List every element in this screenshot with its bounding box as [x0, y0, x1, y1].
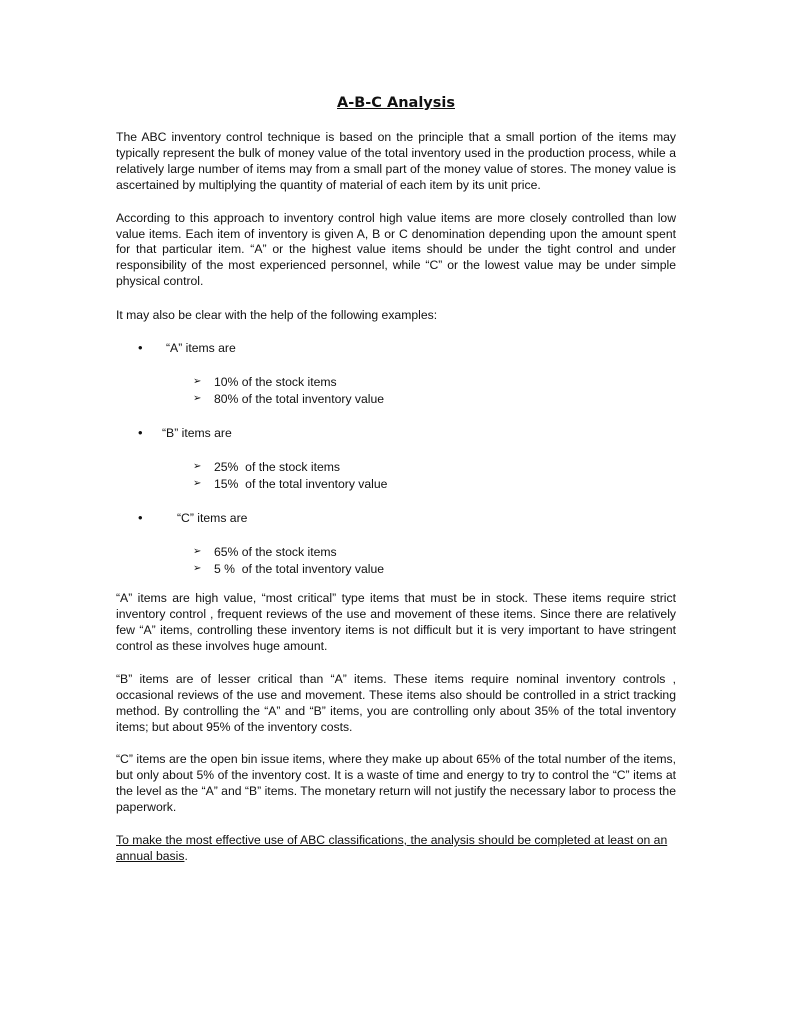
document-title: A-B-C Analysis: [337, 95, 455, 111]
bullet-icon: •: [138, 340, 143, 356]
bullet-icon: •: [138, 425, 143, 441]
arrow-bullet-icon: ➢: [193, 376, 202, 388]
category-c-item-2: 5 % of the total inventory value: [214, 561, 385, 576]
category-b-label: “B” items are: [162, 426, 232, 441]
category-a: [116, 340, 676, 356]
arrow-bullet-icon: ➢: [193, 546, 202, 558]
category-c-label: “C” items are: [177, 511, 248, 526]
document-page: [116, 93, 676, 865]
conclusion-period: .: [184, 848, 188, 863]
arrow-bullet-icon: ➢: [193, 562, 202, 574]
category-a-item-2: 80% of the total inventory value: [214, 391, 385, 406]
category-c-item-1: 65% of the stock items: [214, 545, 337, 560]
bullet-icon: •: [138, 510, 143, 526]
b-items-paragraph: “B” items are of lesser critical than “A” items. These items require nominal inventory controls , occasional reviews of the use and movement. These items also should be controlled in a strict tracking method. By controlling the “A” and “B” items, you are controlling only about 35% of the total inventory items; but about 95% of the inventory costs.: [116, 671, 676, 734]
arrow-bullet-icon: ➢: [193, 392, 202, 404]
category-a-item-1: 10% of the stock items: [214, 375, 337, 390]
approach-paragraph: According to this approach to inventory control high value items are more closely controlled than low value items. Each item of inventory is given A, B or C denomination depending upon the amount spent for that particular item. “A” or the highest value items should be under the tight control and under responsibility of the most experienced personnel, while “C” or the lowest value may be under simple physical control.: [116, 210, 676, 289]
a-items-paragraph: “A” items are high value, “most critical” type items that must be in stock. These items require strict inventory control , frequent reviews of the use and movement of these items. Since there are relatively few “A” items, controlling these inventory items is not difficult but it is very important to have stringent control as these involves huge amount.: [116, 591, 676, 653]
intro-paragraph: The ABC inventory control technique is based on the principle that a small portion of the items may typically represent the bulk of money value of the total inventory used in the production process, while a relatively large number of items may from a small part of the money value of stores. The money value is ascertained by multiplying the quantity of material of each item by its unit price.: [116, 130, 676, 192]
conclusion-underlined-text: To make the most effective use of ABC classifications, the analysis should be completed at least on an annual basis: [116, 833, 668, 863]
list-item: [116, 561, 676, 578]
arrow-bullet-icon: ➢: [193, 477, 202, 489]
category-c: [116, 510, 676, 526]
list-item: [116, 374, 676, 391]
category-a-label: “A” items are: [166, 341, 236, 356]
arrow-bullet-icon: ➢: [193, 461, 202, 473]
examples-intro: It may also be clear with the help of the following examples:: [116, 308, 438, 323]
conclusion-paragraph: [116, 833, 676, 865]
list-item: [116, 476, 676, 493]
list-item: [116, 459, 676, 476]
category-b-item-2: 15% of the total inventory value: [214, 476, 388, 491]
category-b-item-1: 25% of the stock items: [214, 460, 340, 475]
list-item: [116, 391, 676, 408]
c-items-paragraph: “C” items are the open bin issue items, where they make up about 65% of the total number of the items, but only about 5% of the inventory cost. It is a waste of time and energy to try to control the “C” items at the level as the “A” and “B” items. The monetary return will not justify the necessary labor to process the paperwork.: [116, 752, 676, 815]
category-b: [116, 425, 676, 441]
list-item: [116, 544, 676, 561]
